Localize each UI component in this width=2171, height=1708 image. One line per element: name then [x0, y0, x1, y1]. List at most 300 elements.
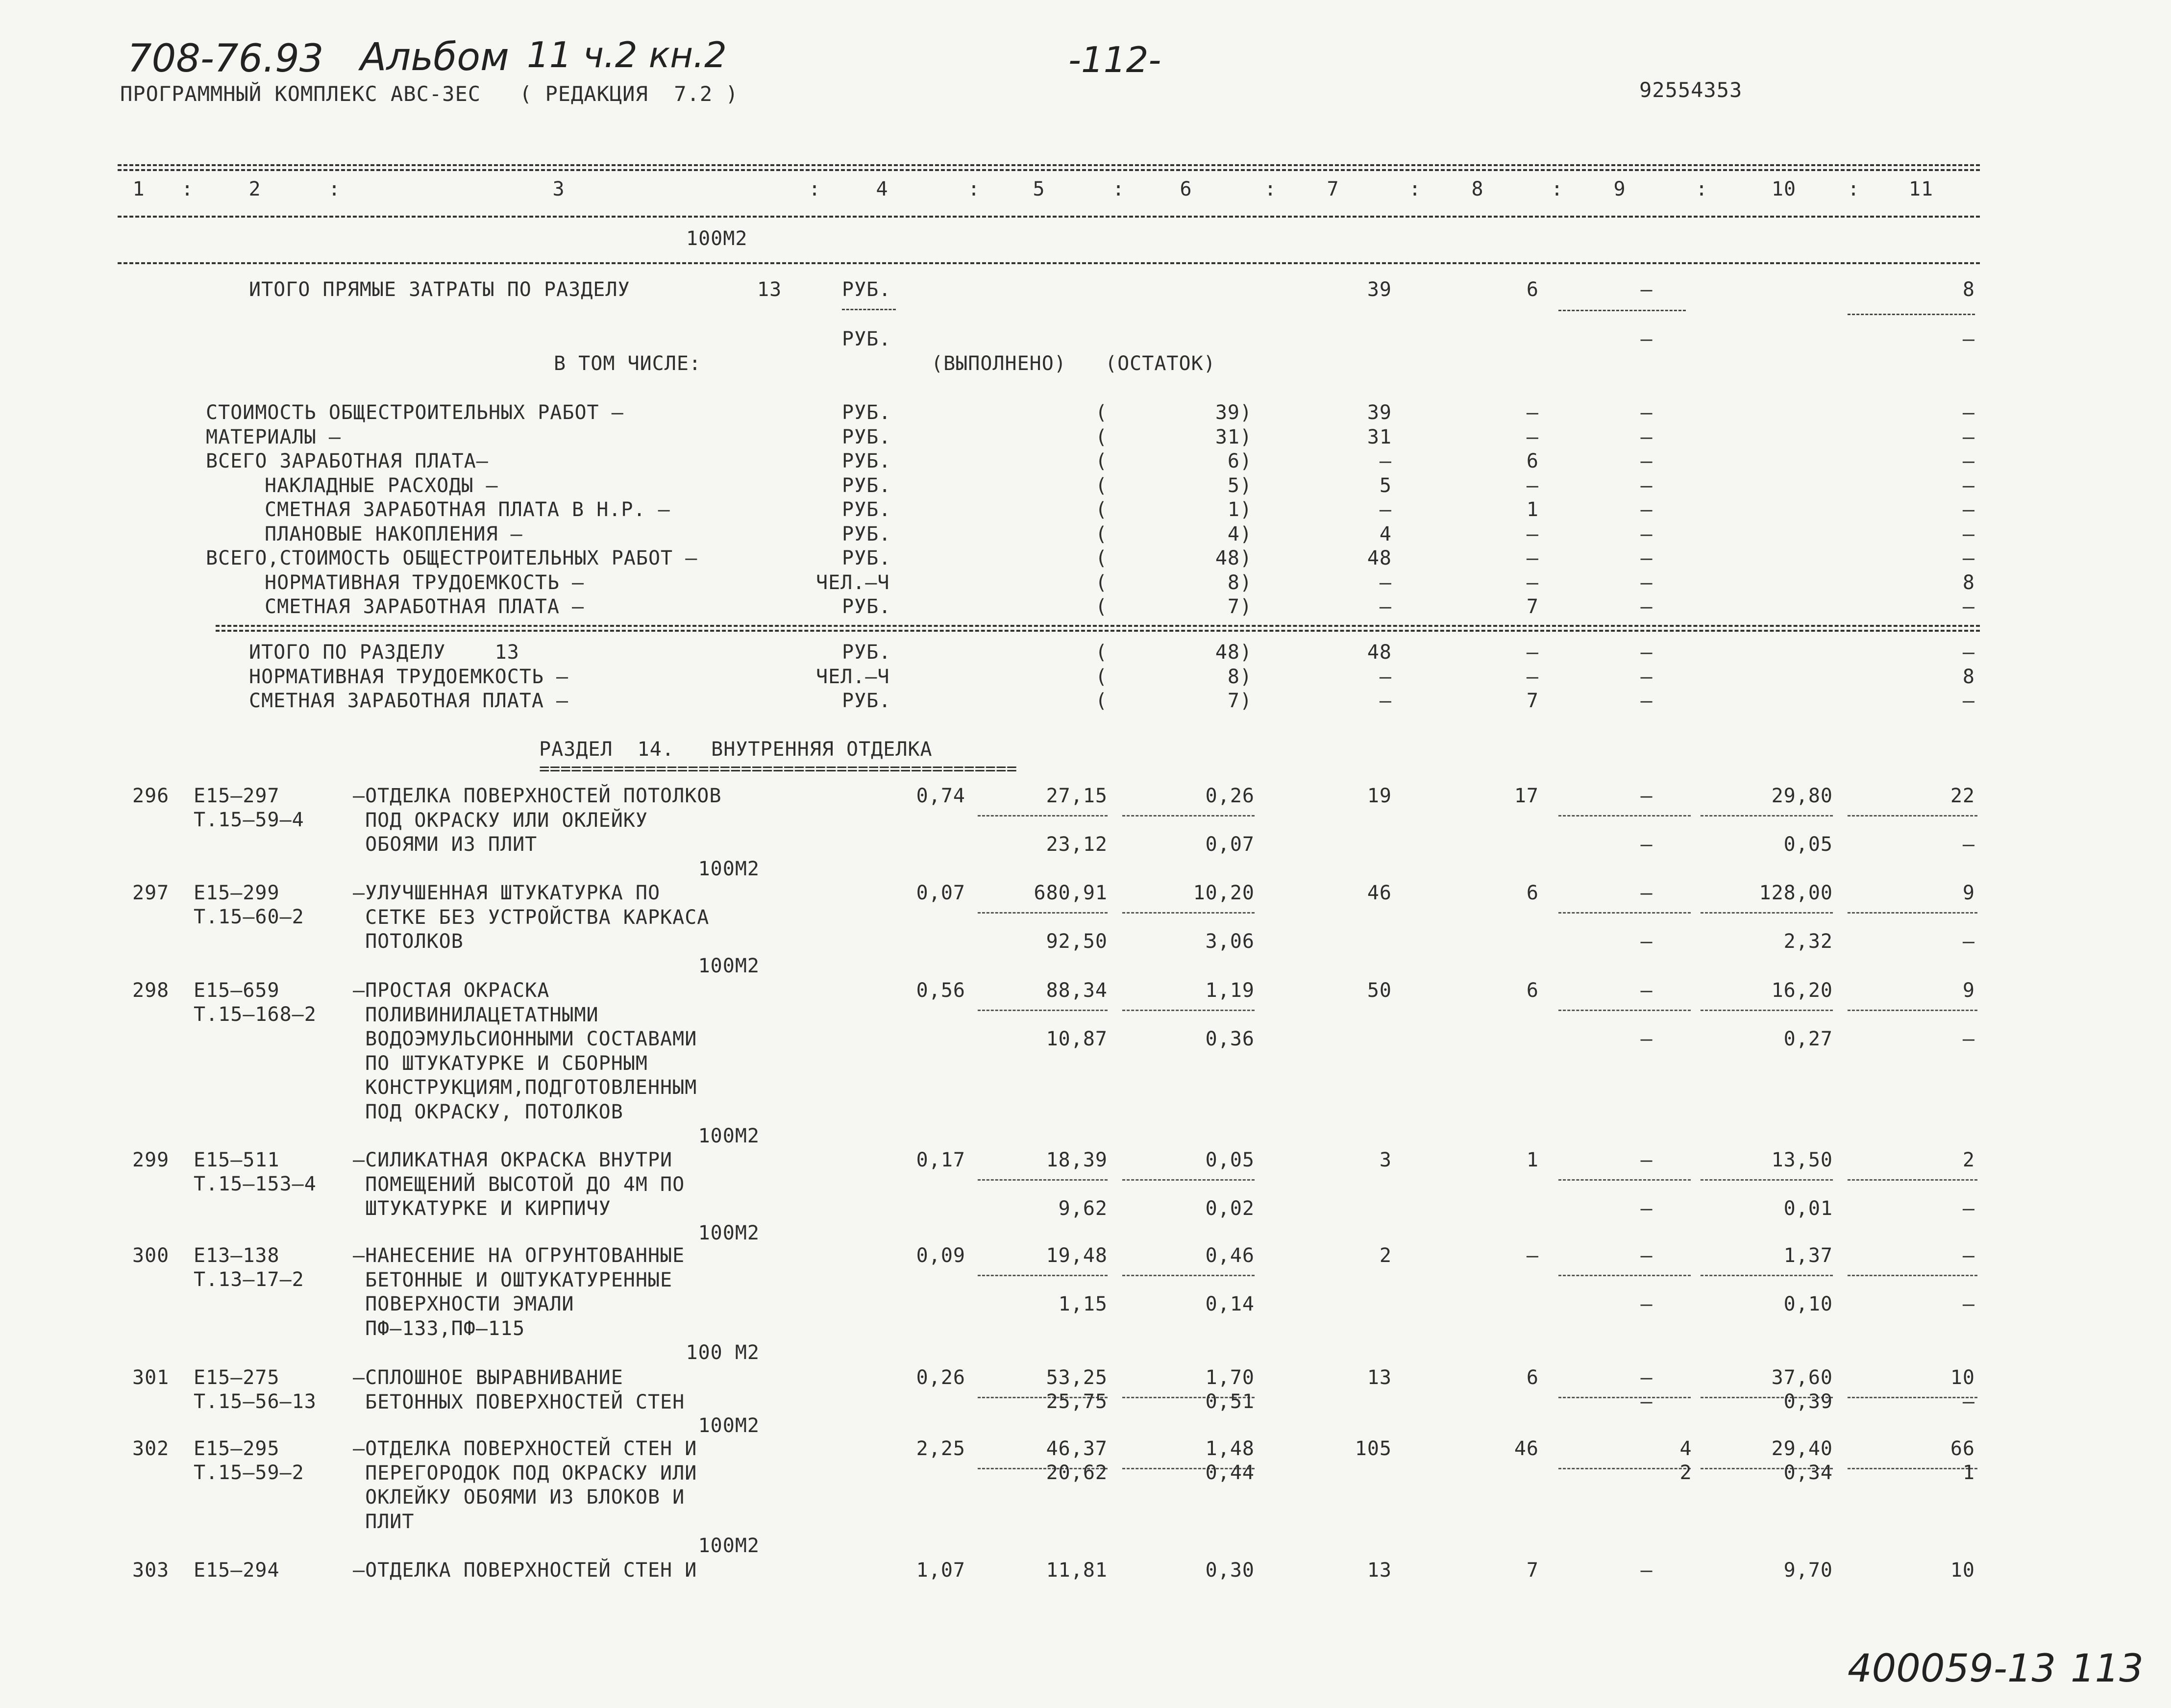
item-reference: Т.13–17–2: [194, 1268, 304, 1291]
column-separator: :: [1848, 178, 1860, 200]
item-c5b: 9,62: [1058, 1197, 1108, 1220]
item-c7: 19: [1367, 785, 1392, 807]
item-number: 303: [132, 1559, 170, 1582]
section-total-c9: –: [1640, 665, 1653, 688]
item-c10b: 0,05: [1783, 833, 1833, 856]
item-c10: 1,37: [1783, 1244, 1833, 1267]
breakdown-c9: –: [1640, 522, 1653, 545]
item-description-line: –ОТДЕЛКА ПОВЕРХНОСТЕЙ СТЕН И: [353, 1437, 697, 1460]
subtotal-rule-9: [1558, 815, 1691, 817]
section-total-c8: 7: [1526, 690, 1539, 712]
breakdown-c7: 5: [1379, 474, 1392, 497]
column-header-6: 6: [1180, 178, 1192, 200]
column-separator: :: [181, 178, 194, 200]
totals-unit: РУБ.: [842, 278, 891, 301]
subtotal-rule-11: [1848, 1275, 1977, 1276]
breakdown-c11: –: [1962, 425, 1975, 448]
breakdown-unit: РУБ.: [842, 474, 891, 497]
paren-close: ): [1240, 498, 1253, 521]
item-c9b: –: [1640, 930, 1653, 953]
item-reference: Т.15–56–13: [194, 1390, 317, 1413]
paren-open: (: [1095, 571, 1108, 594]
subtotal-rule-10: [1701, 912, 1833, 914]
paren-open: (: [1095, 450, 1108, 472]
column-separator: :: [968, 178, 981, 200]
totals-c9b: –: [1640, 328, 1653, 350]
breakdown-label: СМЕТНАЯ ЗАРАБОТНАЯ ПЛАТА –: [265, 595, 585, 618]
totals-c7: 39: [1367, 278, 1392, 301]
section-total-c9: –: [1640, 690, 1653, 712]
item-c4: 0,26: [916, 1366, 965, 1389]
item-c10: 13,50: [1771, 1149, 1833, 1171]
item-c11: 9: [1962, 979, 1975, 1002]
section-14-underline: =============================================: [539, 759, 1017, 779]
item-c7: 13: [1367, 1366, 1392, 1389]
breakdown-value: 39: [1215, 401, 1240, 424]
breakdown-c7: –: [1379, 595, 1392, 618]
breakdown-unit: ЧЕЛ.–Ч: [816, 571, 890, 594]
breakdown-c9: –: [1640, 401, 1653, 424]
item-c8: 17: [1514, 785, 1539, 807]
item-c9: –: [1640, 1149, 1653, 1171]
item-c6: 10,20: [1193, 882, 1255, 904]
item-number: 300: [132, 1244, 170, 1267]
item-reference: Т.15–59–4: [194, 809, 304, 831]
section-total-c7: –: [1379, 690, 1392, 712]
album-number: 708-76.93: [127, 37, 324, 81]
item-c6: 0,26: [1205, 785, 1255, 807]
section-total-unit: РУБ.: [842, 690, 891, 712]
paren-close: ): [1240, 401, 1253, 424]
item-c6: 1,48: [1205, 1437, 1255, 1460]
item-unit: 100М2: [698, 1125, 760, 1147]
totals-c9: –: [1640, 278, 1653, 301]
item-c8: 6: [1526, 1366, 1539, 1389]
document-code: 92554353: [1639, 78, 1743, 102]
item-code: Е15–659: [194, 979, 280, 1002]
paren-open: (: [1095, 401, 1108, 424]
breakdown-c11: –: [1962, 547, 1975, 569]
item-c7: 46: [1367, 882, 1392, 904]
totals-c8: 6: [1526, 278, 1539, 301]
item-unit: 100М2: [698, 1221, 760, 1244]
section-total-c11: –: [1962, 690, 1975, 712]
album-part: 11 ч.2 кн.2: [527, 34, 727, 75]
item-c10: 16,20: [1771, 979, 1833, 1002]
item-c5: 19,48: [1046, 1244, 1108, 1267]
item-reference: Т.15–153–4: [194, 1173, 317, 1195]
item-c6b: 0,36: [1205, 1028, 1255, 1050]
breakdown-c11: 8: [1962, 571, 1975, 594]
item-code: Е15–511: [194, 1149, 280, 1171]
paren-close: ): [1240, 665, 1253, 688]
item-c10b: 0,01: [1783, 1197, 1833, 1220]
item-c10: 29,80: [1771, 785, 1833, 807]
breakdown-c8: –: [1526, 571, 1539, 594]
column-separator: :: [1551, 178, 1564, 200]
item-c11: 10: [1950, 1559, 1975, 1582]
breakdown-label: ПЛАНОВЫЕ НАКОПЛЕНИЯ –: [265, 522, 523, 545]
breakdown-c8: 7: [1526, 595, 1539, 618]
paren-close: ): [1240, 474, 1253, 497]
subtotal-rule-5: [978, 815, 1108, 817]
paren-open: (: [1095, 474, 1108, 497]
subtotal-rule-6: [1122, 1275, 1255, 1276]
item-c4: 2,25: [916, 1437, 965, 1460]
item-c11b: –: [1962, 1028, 1975, 1050]
item-c5b: 20,62: [1046, 1461, 1108, 1484]
item-c6b: 0,14: [1205, 1293, 1255, 1315]
item-c6b: 0,44: [1205, 1461, 1255, 1484]
breakdown-unit: РУБ.: [842, 450, 891, 472]
item-c11: 9: [1962, 882, 1975, 904]
subtotal-rule-10: [1701, 1010, 1833, 1011]
item-c5: 53,25: [1046, 1366, 1108, 1389]
item-unit: 100 М2: [686, 1341, 760, 1364]
item-c7: 105: [1355, 1437, 1392, 1460]
item-description-line: –ПРОСТАЯ ОКРАСКА: [353, 979, 550, 1002]
item-number: 297: [132, 882, 170, 904]
breakdown-c8: –: [1526, 474, 1539, 497]
column-separator: :: [1264, 178, 1277, 200]
breakdown-c7: –: [1379, 498, 1392, 521]
item-code: Е15–299: [194, 882, 280, 904]
table-top-rule: [118, 164, 1980, 166]
column-header-5: 5: [1033, 178, 1045, 200]
item-c5: 88,34: [1046, 979, 1108, 1002]
item-c6: 1,70: [1205, 1366, 1255, 1389]
table-top-rule-2: [118, 169, 1980, 171]
breakdown-c8: 1: [1526, 498, 1539, 521]
column-header-3: 3: [552, 178, 565, 200]
item-c6: 0,05: [1205, 1149, 1255, 1171]
paren-open: (: [1095, 547, 1108, 569]
item-c4: 0,56: [916, 979, 965, 1002]
item-c10: 128,00: [1759, 882, 1833, 904]
breakdown-c7: 39: [1367, 401, 1392, 424]
item-c7: 50: [1367, 979, 1392, 1002]
column-header-11: 11: [1908, 178, 1934, 200]
footer-stamp: 400059-13: [1848, 1647, 2056, 1691]
item-unit: 100М2: [698, 1414, 760, 1437]
breakdown-value: 48: [1215, 547, 1240, 569]
breakdown-rule-2: [216, 630, 1980, 632]
totals-section-no: 13: [757, 278, 782, 301]
item-code: Е15–295: [194, 1437, 280, 1460]
item-number: 296: [132, 785, 170, 807]
item-number: 298: [132, 979, 170, 1002]
album-title: Альбом: [360, 35, 509, 79]
column-header-8: 8: [1471, 178, 1484, 200]
breakdown-value: 6: [1227, 450, 1240, 472]
item-c10: 29,40: [1771, 1437, 1833, 1460]
item-reference: Т.15–60–2: [194, 906, 304, 928]
item-number: 301: [132, 1366, 170, 1389]
item-c9b: –: [1640, 1197, 1653, 1220]
breakdown-unit: РУБ.: [842, 547, 891, 569]
subtotal-rule-11: [1848, 912, 1977, 914]
item-c6b: 3,06: [1205, 930, 1255, 953]
breakdown-c9: –: [1640, 450, 1653, 472]
item-c8: –: [1526, 1244, 1539, 1267]
subtotal-rule-9: [1558, 1275, 1691, 1276]
breakdown-c11: –: [1962, 401, 1975, 424]
item-description-line: ПОД ОКРАСКУ, ПОТОЛКОВ: [353, 1100, 623, 1123]
totals-label: ИТОГО ПРЯМЫЕ ЗАТРАТЫ ПО РАЗДЕЛУ: [249, 278, 630, 301]
breakdown-value: 7: [1227, 595, 1240, 618]
item-c7: 13: [1367, 1559, 1392, 1582]
item-code: Е15–294: [194, 1559, 280, 1582]
column-header-7: 7: [1327, 178, 1339, 200]
breakdown-value: 8: [1227, 571, 1240, 594]
item-c8: 6: [1526, 979, 1539, 1002]
breakdown-label: НАКЛАДНЫЕ РАСХОДЫ –: [265, 474, 498, 497]
breakdown-c9: –: [1640, 425, 1653, 448]
item-c10: 9,70: [1783, 1559, 1833, 1582]
breakdown-c8: –: [1526, 401, 1539, 424]
breakdown-c9: –: [1640, 547, 1653, 569]
item-c9: 4: [1679, 1437, 1692, 1460]
item-c10b: 0,34: [1783, 1461, 1833, 1484]
item-description-line: ОКЛЕЙКУ ОБОЯМИ ИЗ БЛОКОВ И: [353, 1486, 685, 1509]
item-c11b: –: [1962, 833, 1975, 856]
breakdown-value: 31: [1215, 425, 1240, 448]
done-label: (ВЫПОЛНЕНО): [931, 352, 1066, 375]
item-c9b: –: [1640, 833, 1653, 856]
totals-c11: 8: [1962, 278, 1975, 301]
section-total-value: 48: [1215, 641, 1240, 664]
item-code: Е13–138: [194, 1244, 280, 1267]
column-header-1: 1: [132, 178, 145, 200]
section-total-c8: –: [1526, 641, 1539, 664]
item-c6: 0,30: [1205, 1559, 1255, 1582]
paren-open: (: [1095, 425, 1108, 448]
item-c9: –: [1640, 1244, 1653, 1267]
item-c6: 0,46: [1205, 1244, 1255, 1267]
item-c9: –: [1640, 785, 1653, 807]
breakdown-c11: –: [1962, 498, 1975, 521]
item-description-line: ШТУКАТУРКЕ И КИРПИЧУ: [353, 1197, 611, 1220]
section-total-value: 8: [1227, 665, 1240, 688]
rest-label: (ОСТАТОК): [1105, 352, 1216, 375]
column-separator: :: [1696, 178, 1708, 200]
item-c4: 0,17: [916, 1149, 965, 1171]
subtotal-rule-6: [1122, 815, 1255, 817]
item-c9b: –: [1640, 1390, 1653, 1413]
paren-close: ): [1240, 571, 1253, 594]
column-separator: :: [809, 178, 821, 200]
item-description-line: ПОД ОКРАСКУ ИЛИ ОКЛЕЙКУ: [353, 809, 648, 832]
section-total-c11: 8: [1962, 665, 1975, 688]
section-total-label: СМЕТНАЯ ЗАРАБОТНАЯ ПЛАТА –: [249, 690, 569, 712]
column-separator: :: [1409, 178, 1422, 200]
item-c7: 2: [1379, 1244, 1392, 1267]
subtotal-rule-10: [1701, 1179, 1833, 1181]
item-c5: 46,37: [1046, 1437, 1108, 1460]
column-header-10: 10: [1771, 178, 1797, 200]
item-c8: 46: [1514, 1437, 1539, 1460]
program-header: ПРОГРАММНЫЙ КОМПЛЕКС АВС-3ЕС ( РЕДАКЦИЯ 7.2 ): [120, 82, 739, 106]
column-header-2: 2: [248, 178, 261, 200]
paren-open: (: [1095, 522, 1108, 545]
totals-c11b: –: [1962, 328, 1975, 350]
item-c11: –: [1962, 1244, 1975, 1267]
item-description-line: СЕТКЕ БЕЗ УСТРОЙСТВА КАРКАСА: [353, 906, 710, 929]
subtotal-rule-5: [978, 1010, 1108, 1011]
item-description-line: ПЛИТ: [353, 1510, 415, 1533]
item-c6b: 0,07: [1205, 833, 1255, 856]
subtotal-rule-10: [1701, 815, 1833, 817]
breakdown-unit: РУБ.: [842, 498, 891, 521]
item-description-line: ПОТОЛКОВ: [353, 930, 464, 953]
totals-unit-underline: [842, 309, 896, 310]
item-c11b: –: [1962, 1390, 1975, 1413]
paren-close: ): [1240, 641, 1253, 664]
breakdown-c9: –: [1640, 474, 1653, 497]
item-c9: –: [1640, 1366, 1653, 1389]
item-description-line: ВОДОЭМУЛЬСИОННЫМИ СОСТАВАМИ: [353, 1028, 697, 1050]
section-total-unit: ЧЕЛ.–Ч: [816, 665, 890, 688]
paren-open: (: [1095, 595, 1108, 618]
item-description-line: –ОТДЕЛКА ПОВЕРХНОСТЕЙ СТЕН И: [353, 1559, 697, 1582]
item-c5: 18,39: [1046, 1149, 1108, 1171]
item-description-line: ПЕРЕГОРОДОК ПОД ОКРАСКУ ИЛИ: [353, 1461, 697, 1485]
item-c11b: –: [1962, 1197, 1975, 1220]
item-description-line: –УЛУЧШЕННАЯ ШТУКАТУРКА ПО: [353, 882, 661, 904]
column-header-9: 9: [1613, 178, 1626, 200]
item-description-line: –СПЛОШНОЕ ВЫРАВНИВАНИЕ: [353, 1366, 623, 1389]
item-c11b: –: [1962, 930, 1975, 953]
breakdown-c8: –: [1526, 547, 1539, 569]
item-c8: 7: [1526, 1559, 1539, 1582]
item-c5: 27,15: [1046, 785, 1108, 807]
item-description-line: –ОТДЕЛКА ПОВЕРХНОСТЕЙ ПОТОЛКОВ: [353, 785, 722, 807]
paren-open: (: [1095, 690, 1108, 712]
item-c10b: 2,32: [1783, 930, 1833, 953]
breakdown-c9: –: [1640, 595, 1653, 618]
section-total-value: 7: [1227, 690, 1240, 712]
item-c8: 1: [1526, 1149, 1539, 1171]
breakdown-c11: –: [1962, 595, 1975, 618]
item-c6: 1,19: [1205, 979, 1255, 1002]
item-c11b: 1: [1962, 1461, 1975, 1484]
item-c4: 0,09: [916, 1244, 965, 1267]
breakdown-label: МАТЕРИАЛЫ –: [206, 425, 341, 448]
paren-open: (: [1095, 498, 1108, 521]
item-c9: –: [1640, 979, 1653, 1002]
item-description-line: ПО ШТУКАТУРКЕ И СБОРНЫМ: [353, 1052, 648, 1075]
item-c7: 3: [1379, 1149, 1392, 1171]
column-header-rule: [118, 216, 1980, 218]
breakdown-c7: –: [1379, 571, 1392, 594]
item-description-line: КОНСТРУКЦИЯМ,ПОДГОТОВЛЕННЫМ: [353, 1076, 697, 1099]
item-c4: 0,07: [916, 882, 965, 904]
paren-open: (: [1095, 665, 1108, 688]
section-total-label: НОРМАТИВНАЯ ТРУДОЕМКОСТЬ –: [249, 665, 569, 688]
section-total-unit: РУБ.: [842, 641, 891, 664]
column-separator: :: [328, 178, 341, 200]
breakdown-c11: –: [1962, 474, 1975, 497]
breakdown-label: СМЕТНАЯ ЗАРАБОТНАЯ ПЛАТА В Н.Р. –: [265, 498, 670, 521]
item-c10b: 0,39: [1783, 1390, 1833, 1413]
item-c9b: 2: [1679, 1461, 1692, 1484]
item-description-line: БЕТОННЫХ ПОВЕРХНОСТЕЙ СТЕН: [353, 1390, 685, 1413]
totals-c9-underline: [1558, 310, 1686, 311]
subtotal-rule-11: [1848, 1179, 1977, 1181]
item-description-line: ПФ–133,ПФ–115: [353, 1317, 525, 1340]
subtotal-rule-5: [978, 1179, 1108, 1181]
item-unit: 100М2: [698, 857, 760, 880]
breakdown-rule: [216, 625, 1980, 627]
item-c8: 6: [1526, 882, 1539, 904]
item-c10: 37,60: [1771, 1366, 1833, 1389]
paren-close: ): [1240, 595, 1253, 618]
paren-close: ): [1240, 450, 1253, 472]
breakdown-label: НОРМАТИВНАЯ ТРУДОЕМКОСТЬ –: [265, 571, 585, 594]
breakdown-c11: –: [1962, 450, 1975, 472]
item-unit: 100М2: [698, 954, 760, 977]
breakdown-c7: –: [1379, 450, 1392, 472]
item-code: Е15–275: [194, 1366, 280, 1389]
section-14-title: РАЗДЕЛ 14. ВНУТРЕННЯЯ ОТДЕЛКА: [539, 738, 933, 761]
subtotal-rule-6: [1122, 1010, 1255, 1011]
subtotal-rule-5: [978, 912, 1108, 914]
item-c11: 2: [1962, 1149, 1975, 1171]
section-total-c7: –: [1379, 665, 1392, 688]
item-description-line: БЕТОННЫЕ И ОШТУКАТУРЕННЫЕ: [353, 1268, 673, 1291]
item-c11: 10: [1950, 1366, 1975, 1389]
item-description-line: –НАНЕСЕНИЕ НА ОГРУНТОВАННЫЕ: [353, 1244, 685, 1267]
breakdown-unit: РУБ.: [842, 401, 891, 424]
totals-unit-2: РУБ.: [842, 328, 891, 350]
section-total-c11: –: [1962, 641, 1975, 664]
breakdown-c8: –: [1526, 522, 1539, 545]
item-number: 299: [132, 1149, 170, 1171]
breakdown-unit: РУБ.: [842, 522, 891, 545]
item-c11: 66: [1950, 1437, 1975, 1460]
breakdown-c9: –: [1640, 498, 1653, 521]
section-total-label: ИТОГО ПО РАЗДЕЛУ 13: [249, 641, 519, 664]
page-mark: -112-: [1068, 39, 1161, 80]
column-header-4: 4: [876, 178, 888, 200]
item-description-line: ПОВЕРХНОСТИ ЭМАЛИ: [353, 1293, 574, 1315]
item-c6b: 0,02: [1205, 1197, 1255, 1220]
breakdown-label: ВСЕГО ЗАРАБОТНАЯ ПЛАТА–: [206, 450, 489, 472]
breakdown-label: ВСЕГО,СТОИМОСТЬ ОБЩЕСТРОИТЕЛЬНЫХ РАБОТ –: [206, 547, 698, 569]
paren-close: ): [1240, 547, 1253, 569]
item-c5: 680,91: [1034, 882, 1108, 904]
item-c9: –: [1640, 1559, 1653, 1582]
item-c5b: 23,12: [1046, 833, 1108, 856]
item-c9b: –: [1640, 1028, 1653, 1050]
footer-page: 113: [2071, 1647, 2144, 1691]
item-unit: 100М2: [698, 1535, 760, 1557]
breakdown-unit: РУБ.: [842, 595, 891, 618]
section-total-c9: –: [1640, 641, 1653, 664]
item-code: Е15–297: [194, 785, 280, 807]
item-c9: –: [1640, 882, 1653, 904]
breakdown-c11: –: [1962, 522, 1975, 545]
subtotal-rule-9: [1558, 1179, 1691, 1181]
item-c5b: 10,87: [1046, 1028, 1108, 1050]
breakdown-value: 4: [1227, 522, 1240, 545]
item-reference: Т.15–168–2: [194, 1003, 317, 1026]
section-rule: [118, 262, 1980, 264]
item-c5b: 1,15: [1058, 1293, 1108, 1315]
item-c5: 11,81: [1046, 1559, 1108, 1582]
paren-open: (: [1095, 641, 1108, 664]
item-number: 302: [132, 1437, 170, 1460]
